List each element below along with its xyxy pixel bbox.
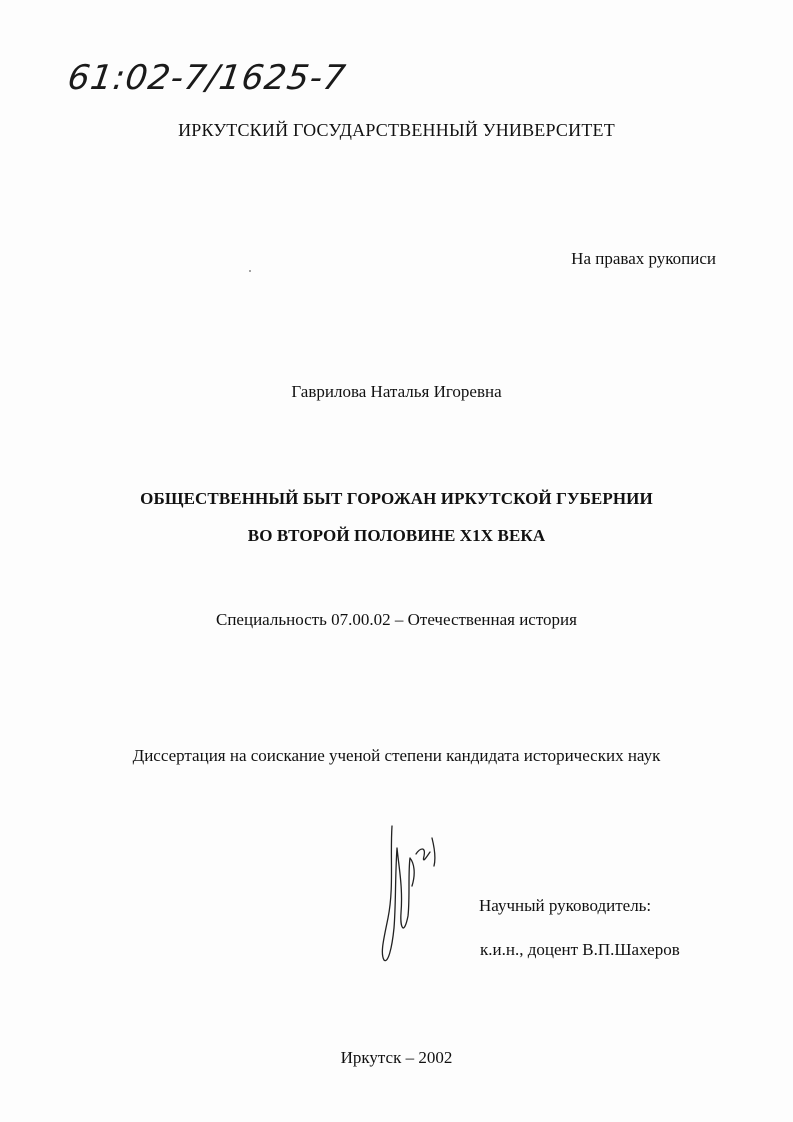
title-line-2: ВО ВТОРОЙ ПОЛОВИНЕ X1X ВЕКА: [247, 526, 546, 545]
title-line-1: ОБЩЕСТВЕННЫЙ БЫТ ГОРОЖАН ИРКУТСКОЙ ГУБЕРНИИ: [140, 489, 653, 508]
rights-note: На правах рукописи: [571, 249, 716, 268]
author-name: Гаврилова Наталья Игоревна: [291, 382, 502, 401]
university-name: ИРКУТСКИЙ ГОСУДАРСТВЕННЫЙ УНИВЕРСИТЕТ: [178, 120, 615, 140]
city-year: Иркутск – 2002: [340, 1048, 453, 1067]
dissertation-statement: Диссертация на соискание ученой степени кандидата исторических наук: [132, 746, 661, 765]
supervisor-name: к.и.н., доцент В.П.Шахеров: [480, 940, 680, 959]
scan-speck: [249, 270, 251, 272]
archive-code-handwritten: 61:02-7/1625-7: [65, 58, 349, 98]
specialty: Специальность 07.00.02 – Отечественная история: [216, 610, 577, 629]
handwritten-signature: [370, 818, 450, 968]
supervisor-label: Научный руководитель:: [479, 896, 652, 915]
